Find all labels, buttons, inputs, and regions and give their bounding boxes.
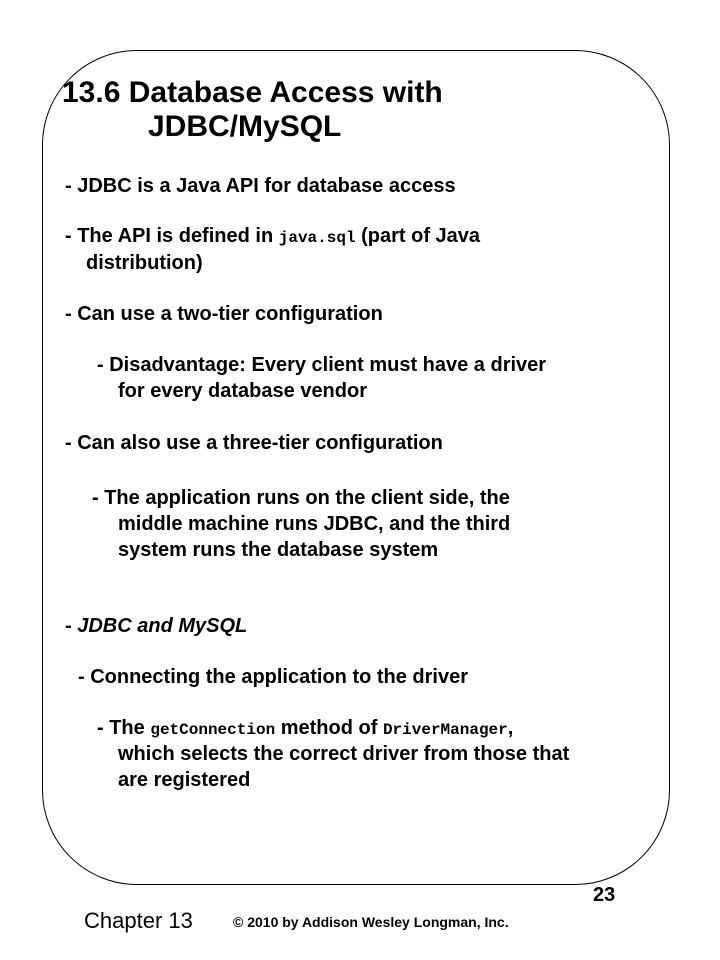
sub-sub-bullet-getconnection <box>97 716 513 742</box>
title-line-2: JDBC/MySQL <box>148 110 342 143</box>
sub-bullet-application-cont-2: system runs the database system <box>118 539 439 561</box>
bullet-api-defined-tail: (part of Java <box>355 225 481 247</box>
sub-bullet-disadvantage: - Disadvantage: Every client must have a driver <box>97 354 547 376</box>
bullet-jdbc-mysql <box>65 614 247 638</box>
getconnection-cont-2: are registered <box>118 769 251 791</box>
title-line-1: 13.6 Database Access with <box>62 76 443 109</box>
bullet-api-defined-text: - The API is defined in <box>65 225 279 247</box>
getconnection-mid: method of <box>275 717 383 739</box>
code-getconnection: getConnection <box>150 721 276 739</box>
bullet-dash: - <box>65 615 78 637</box>
sub-bullet-disadvantage-cont: for every database vendor <box>118 380 367 402</box>
sub-bullet-application-cont-1: middle machine runs JDBC, and the third <box>118 513 511 535</box>
footer-copyright: © 2010 by Addison Wesley Longman, Inc. <box>233 914 509 930</box>
page-number: 23 <box>593 884 616 906</box>
bullet-jdbc-api: - JDBC is a Java API for database access <box>65 175 456 197</box>
sub-bullet-application: - The application runs on the client side, the <box>92 487 510 509</box>
bullet-two-tier: - Can use a two-tier configuration <box>65 303 383 325</box>
sub-bullet-connecting: - Connecting the application to the driver <box>78 666 469 688</box>
code-drivermanager: DriverManager <box>382 721 508 739</box>
footer-chapter: Chapter 13 <box>84 908 193 933</box>
bullet-api-defined-cont: distribution) <box>86 252 203 274</box>
bullet-three-tier: - Can also use a three-tier configuration <box>65 432 443 454</box>
getconnection-pre: - The <box>97 717 151 739</box>
bullet-jdbc-mysql-label: JDBC and MySQL <box>77 615 248 637</box>
getconnection-post: , <box>507 717 514 739</box>
bullet-api-defined <box>65 224 480 250</box>
getconnection-cont-1: which selects the correct driver from those that <box>118 743 570 765</box>
code-java-sql: java.sql <box>278 229 356 247</box>
